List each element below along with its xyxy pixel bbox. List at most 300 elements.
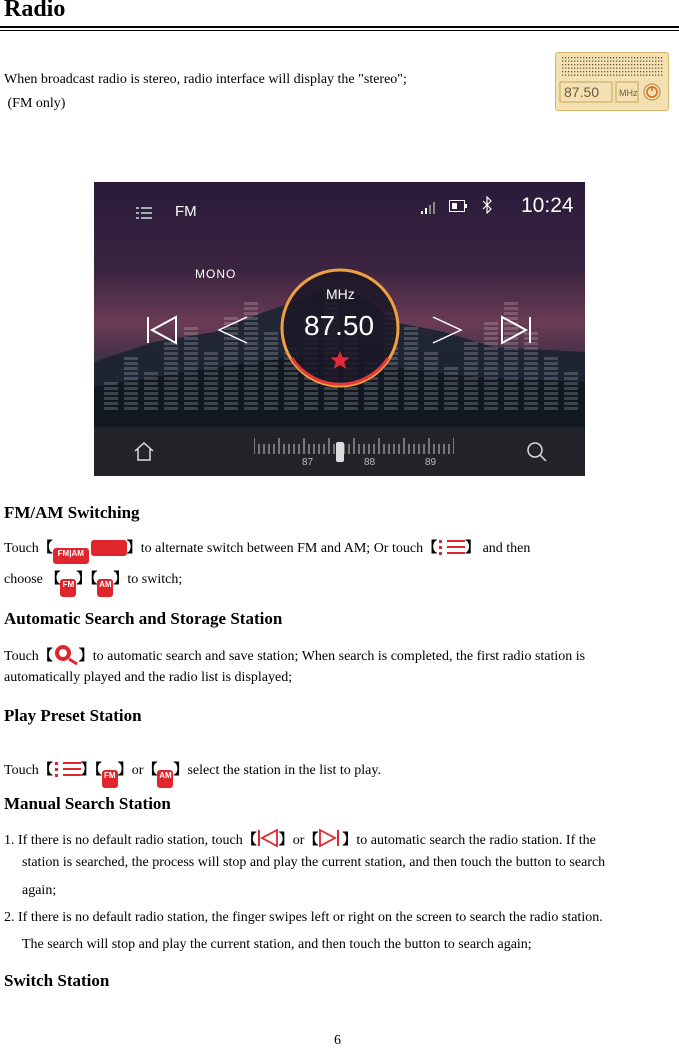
grille-dot [604, 57, 605, 58]
equalizer-segment [404, 367, 418, 370]
grille-dot [598, 61, 599, 62]
equalizer-segment [184, 387, 198, 390]
grille-dot [613, 75, 614, 76]
text: or [131, 763, 144, 778]
equalizer-segment [424, 352, 438, 355]
page-title: Radio [4, 0, 66, 22]
seek-forward-icon[interactable] [500, 315, 532, 345]
tick-label: 88 [364, 457, 376, 468]
equalizer-segment [244, 302, 258, 305]
grille-dot [640, 57, 641, 58]
grille-dot [583, 57, 584, 58]
grille-dot [640, 75, 641, 76]
grille-dot [628, 68, 629, 69]
grille-dot [580, 75, 581, 76]
grille-dot [598, 68, 599, 69]
equalizer-segment [384, 407, 398, 410]
equalizer-segment [204, 367, 218, 370]
grille-dot [625, 68, 626, 69]
equalizer-segment [264, 402, 278, 405]
search-icon[interactable] [526, 441, 548, 463]
seek-back-icon [257, 828, 279, 848]
equalizer-segment [244, 382, 258, 385]
am-list-icon: AM [97, 579, 113, 597]
prev-icon[interactable] [215, 315, 249, 345]
equalizer-segment [464, 387, 478, 390]
fm-am-switch-icon-2 [91, 540, 127, 556]
text: Touch [4, 649, 39, 664]
grille-dot [562, 57, 563, 58]
equalizer-segment [424, 392, 438, 395]
equalizer-segment [524, 367, 538, 370]
grille-dot [592, 68, 593, 69]
grille-dot [574, 61, 575, 62]
grille-dot [658, 57, 659, 58]
grille-dot [655, 75, 656, 76]
grille-dot [640, 71, 641, 72]
grille-dot [586, 64, 587, 65]
equalizer-segment [344, 392, 358, 395]
grille-dot [643, 71, 644, 72]
grille-dot [637, 71, 638, 72]
grille-dot [634, 71, 635, 72]
grille-dot [601, 61, 602, 62]
equalizer-segment [504, 352, 518, 355]
title-rule-thin [0, 30, 679, 31]
equalizer-segment [484, 397, 498, 400]
am-list-icon: AM [157, 770, 173, 788]
equalizer-segment [444, 392, 458, 395]
equalizer-segment [424, 367, 438, 370]
equalizer-segment [104, 402, 118, 405]
equalizer-segment [504, 382, 518, 385]
equalizer-segment [384, 402, 398, 405]
grille-dot [595, 57, 596, 58]
frequency-display: 87.50 [304, 310, 375, 341]
grille-dot [571, 61, 572, 62]
grille-dot [661, 68, 662, 69]
title-rule [0, 26, 679, 28]
mono-indicator: MONO [195, 267, 237, 281]
grille-dot [616, 71, 617, 72]
equalizer-segment [144, 377, 158, 380]
grille-dot [661, 71, 662, 72]
equalizer-segment [424, 382, 438, 385]
grille-dot [643, 57, 644, 58]
grille-dot [562, 68, 563, 69]
equalizer-segment [204, 387, 218, 390]
grille-dot [649, 75, 650, 76]
menu-icon[interactable] [136, 206, 152, 220]
grille-dot [613, 64, 614, 65]
grille-dot [649, 68, 650, 69]
am-label: AM [71, 549, 84, 558]
equalizer-segment [444, 407, 458, 410]
thumb-frequency: 87.50 [564, 84, 600, 100]
equalizer-segment [404, 407, 418, 410]
grille-dot [592, 64, 593, 65]
equalizer-segment [184, 377, 198, 380]
radio-screen-image [94, 182, 585, 476]
equalizer-segment [504, 347, 518, 350]
equalizer-segment [104, 407, 118, 410]
equalizer-segment [164, 382, 178, 385]
grille-dot [640, 68, 641, 69]
heading-switch-station: Switch Station [4, 971, 110, 990]
grille-dot [655, 64, 656, 65]
grille-dot [580, 57, 581, 58]
equalizer-segment [104, 382, 118, 385]
equalizer-segment [304, 392, 318, 395]
heading-fm-am: FM/AM Switching [4, 503, 140, 522]
equalizer-segment [324, 402, 338, 405]
equalizer-segment [124, 392, 138, 395]
equalizer-segment [224, 402, 238, 405]
grille-dot [586, 75, 587, 76]
grille-dot [625, 57, 626, 58]
equalizer-segment [424, 372, 438, 375]
grille-dot [661, 57, 662, 58]
clock: 10:24 [521, 194, 574, 217]
grille-dot [661, 64, 662, 65]
equalizer-segment [124, 382, 138, 385]
equalizer-segment [424, 397, 438, 400]
equalizer-segment [504, 302, 518, 305]
grille-dot [637, 68, 638, 69]
equalizer-segment [524, 357, 538, 360]
grille-dot [646, 61, 647, 62]
equalizer-segment [264, 377, 278, 380]
grille-dot [619, 75, 620, 76]
equalizer-segment [204, 392, 218, 395]
page-number: 6 [334, 1033, 341, 1048]
text: to automatic search and save station; When search is completed, the first radio station is [92, 649, 586, 664]
equalizer-segment [244, 362, 258, 365]
equalizer-segment [224, 387, 238, 390]
grille-dot [607, 57, 608, 58]
equalizer-segment [264, 392, 278, 395]
grille-dot [601, 75, 602, 76]
grille-dot [652, 68, 653, 69]
equalizer-segment [344, 407, 358, 410]
equalizer-segment [184, 367, 198, 370]
equalizer-segment [264, 357, 278, 360]
grille-dot [586, 61, 587, 62]
grille-dot [658, 64, 659, 65]
grille-dot [628, 61, 629, 62]
equalizer-segment [544, 372, 558, 375]
stereo-indicator-image [555, 52, 669, 111]
grille-dot [658, 75, 659, 76]
grille-dot [616, 61, 617, 62]
grille-dot [592, 75, 593, 76]
grille-dot [619, 61, 620, 62]
grille-dot [646, 68, 647, 69]
equalizer-segment [404, 352, 418, 355]
grille-dot [580, 64, 581, 65]
grille-dot [568, 68, 569, 69]
equalizer-segment [524, 377, 538, 380]
equalizer-segment [524, 397, 538, 400]
next-icon[interactable] [431, 315, 465, 345]
grille-dot [646, 71, 647, 72]
equalizer-segment [464, 347, 478, 350]
grille-dot [649, 64, 650, 65]
text: and then [482, 541, 531, 556]
equalizer-segment [264, 407, 278, 410]
equalizer-segment [344, 397, 358, 400]
equalizer-segment [184, 392, 198, 395]
equalizer-segment [344, 402, 358, 405]
equalizer-segment [484, 342, 498, 345]
manual-search-item-1-line-2: station is searched, the process will stop and play the current station, and then touch the button to search [22, 855, 606, 870]
grille-dot [604, 68, 605, 69]
equalizer-segment [444, 397, 458, 400]
equalizer-segment [424, 362, 438, 365]
equalizer-segment [184, 337, 198, 340]
equalizer-segment [464, 372, 478, 375]
intro-note: (FM only) [4, 96, 66, 111]
grille-dot [601, 71, 602, 72]
equalizer-segment [484, 377, 498, 380]
seek-forward-icon [318, 828, 342, 848]
grille-dot [637, 61, 638, 62]
grille-dot [652, 75, 653, 76]
equalizer-segment [544, 387, 558, 390]
equalizer-segment [124, 367, 138, 370]
equalizer-segment [204, 357, 218, 360]
equalizer-segment [244, 402, 258, 405]
seek-back-icon[interactable] [146, 315, 178, 345]
equalizer-segment [404, 362, 418, 365]
grille-dot [661, 61, 662, 62]
equalizer-segment [164, 392, 178, 395]
grille-dot [619, 57, 620, 58]
equalizer-segment [204, 372, 218, 375]
equalizer-segment [184, 362, 198, 365]
equalizer-segment [444, 402, 458, 405]
equalizer-segment [184, 382, 198, 385]
grille-dot [637, 57, 638, 58]
grille-dot [649, 61, 650, 62]
grille-dot [652, 64, 653, 65]
grille-dot [643, 61, 644, 62]
grille-dot [634, 75, 635, 76]
equalizer-segment [404, 372, 418, 375]
equalizer-segment [244, 377, 258, 380]
grille-dot [631, 61, 632, 62]
grille-dot [598, 57, 599, 58]
equalizer-segment [504, 307, 518, 310]
equalizer-segment [404, 397, 418, 400]
equalizer-segment [504, 372, 518, 375]
equalizer-segment [424, 407, 438, 410]
equalizer-segment [264, 372, 278, 375]
grille-dot [613, 61, 614, 62]
equalizer-segment [504, 402, 518, 405]
grille-dot [583, 61, 584, 62]
grille-dot [598, 64, 599, 65]
equalizer-segment [484, 322, 498, 325]
grille-dot [586, 68, 587, 69]
equalizer-segment [164, 367, 178, 370]
grille-dot [655, 57, 656, 58]
equalizer-segment [244, 352, 258, 355]
grille-dot [619, 64, 620, 65]
grille-dot [658, 68, 659, 69]
text: 1. If there is no default radio station, touch [4, 833, 243, 848]
equalizer-segment [504, 397, 518, 400]
equalizer-segment [404, 347, 418, 350]
equalizer-segment [504, 362, 518, 365]
equalizer-segment [124, 377, 138, 380]
grille-dot [577, 75, 578, 76]
equalizer-segment [364, 397, 378, 400]
equalizer-segment [504, 367, 518, 370]
grille-dot [577, 64, 578, 65]
equalizer-segment [544, 357, 558, 360]
equalizer-segment [484, 357, 498, 360]
grille-dot [568, 64, 569, 65]
equalizer-segment [504, 357, 518, 360]
equalizer-segment [464, 377, 478, 380]
grille-dot [592, 61, 593, 62]
equalizer-segment [484, 407, 498, 410]
grille-dot [631, 68, 632, 69]
equalizer-segment [184, 407, 198, 410]
grille-dot [589, 61, 590, 62]
grille-dot [604, 64, 605, 65]
grille-dot [610, 61, 611, 62]
equalizer-segment [144, 387, 158, 390]
grille-dot [643, 68, 644, 69]
grille-dot [634, 57, 635, 58]
equalizer-segment [544, 392, 558, 395]
equalizer-segment [444, 387, 458, 390]
equalizer-segment [304, 407, 318, 410]
grille-dot [616, 68, 617, 69]
equalizer-segment [524, 402, 538, 405]
grille-dot [643, 64, 644, 65]
equalizer-segment [484, 367, 498, 370]
list-icon [437, 538, 465, 556]
grille-dot [622, 75, 623, 76]
grille-dot [589, 64, 590, 65]
grille-dot [622, 57, 623, 58]
grille-dot [565, 71, 566, 72]
grille-dot [571, 71, 572, 72]
equalizer-segment [424, 387, 438, 390]
equalizer-segment [124, 407, 138, 410]
grille-dot [658, 71, 659, 72]
equalizer-segment [164, 377, 178, 380]
equalizer-segment [464, 382, 478, 385]
equalizer-segment [504, 407, 518, 410]
tuning-scale[interactable] [254, 432, 454, 462]
grille-dot [649, 71, 650, 72]
grille-dot [583, 68, 584, 69]
grille-dot [625, 71, 626, 72]
equalizer-segment [124, 387, 138, 390]
grille-dot [586, 57, 587, 58]
equalizer-segment [324, 397, 338, 400]
equalizer-segment [184, 402, 198, 405]
equalizer-segment [544, 382, 558, 385]
fm-am-switch-icon: FM|AM [53, 548, 89, 564]
intro-line: When broadcast radio is stereo, radio interface will display the "stereo"; [4, 72, 407, 87]
grille-dot [622, 61, 623, 62]
auto-search-line-1: Touch【 】to automatic search and save station; When search is completed, the first radio station is [4, 643, 585, 666]
equalizer-segment [124, 372, 138, 375]
fm-list-icon: FM [60, 579, 76, 597]
equalizer-segment [484, 402, 498, 405]
equalizer-segment [484, 387, 498, 390]
manual-search-item-2: 2. If there is no default radio station, the finger swipes left or right on the screen to search the radio station. [4, 910, 603, 925]
equalizer-segment [404, 377, 418, 380]
equalizer-segment [444, 382, 458, 385]
equalizer-segment [204, 382, 218, 385]
equalizer-segment [264, 337, 278, 340]
equalizer-segment [484, 352, 498, 355]
equalizer-segment [564, 397, 578, 400]
manual-search-item-1: 1. If there is no default radio station, touch【 】or【 】to automatic search the radio station. If the [4, 828, 596, 850]
text: or [292, 833, 305, 848]
equalizer-segment [244, 307, 258, 310]
equalizer-segment [204, 362, 218, 365]
equalizer-segment [244, 367, 258, 370]
equalizer-segment [484, 332, 498, 335]
equalizer-segment [404, 332, 418, 335]
equalizer-segment [404, 337, 418, 340]
text: to alternate switch between FM and AM; Or touch [140, 541, 424, 556]
equalizer-segment [224, 392, 238, 395]
equalizer-segment [204, 377, 218, 380]
grille-dot [634, 68, 635, 69]
manual-search-item-1-line-3: again; [22, 883, 57, 898]
equalizer-segment [544, 367, 558, 370]
grille-dot [622, 68, 623, 69]
grille-dot [625, 64, 626, 65]
grille-dot [640, 64, 641, 65]
heading-play-preset: Play Preset Station [4, 706, 142, 725]
grille-dot [595, 64, 596, 65]
equalizer-segment [204, 402, 218, 405]
home-icon[interactable] [134, 441, 154, 461]
equalizer-segment [264, 382, 278, 385]
grille-dot [601, 64, 602, 65]
equalizer-segment [364, 407, 378, 410]
equalizer-segment [464, 342, 478, 345]
equalizer-segment [464, 397, 478, 400]
band-label: FM [175, 203, 197, 220]
equalizer-segment [104, 397, 118, 400]
equalizer-segment [464, 352, 478, 355]
star-icon[interactable] [330, 350, 350, 370]
equalizer-segment [364, 392, 378, 395]
equalizer-segment [564, 392, 578, 395]
grille-dot [628, 57, 629, 58]
equalizer-segment [424, 357, 438, 360]
equalizer-segment [164, 362, 178, 365]
grille-dot [598, 71, 599, 72]
grille-dot [655, 68, 656, 69]
grille-dot [631, 57, 632, 58]
grille-dot [574, 57, 575, 58]
grille-dot [622, 64, 623, 65]
grille-dot [646, 75, 647, 76]
grille-dot [562, 64, 563, 65]
grille-dot [613, 68, 614, 69]
